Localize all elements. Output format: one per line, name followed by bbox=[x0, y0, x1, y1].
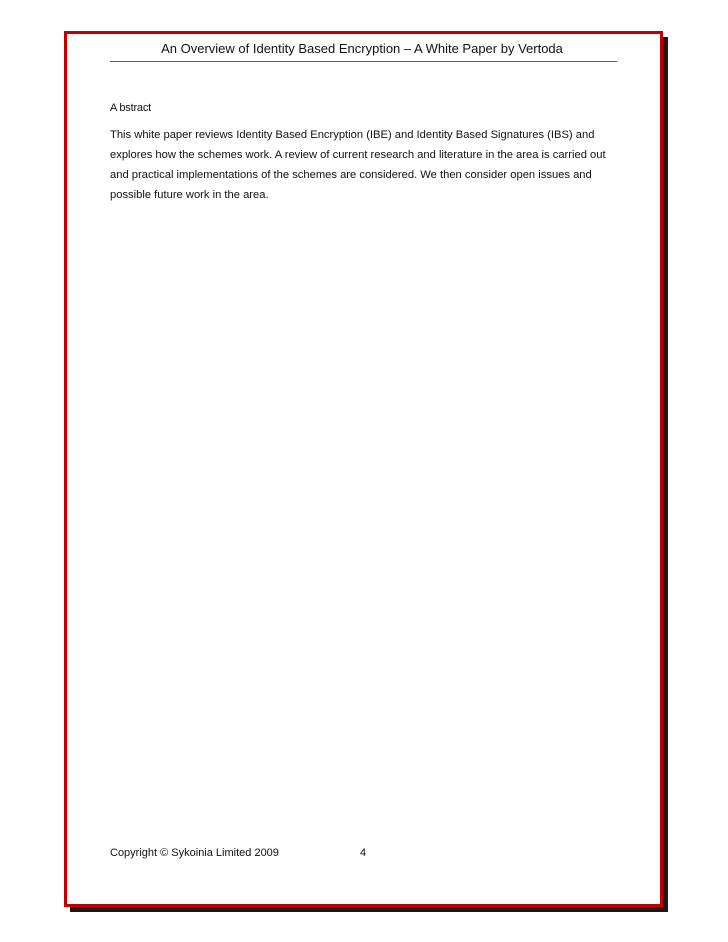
page-header-title: An Overview of Identity Based Encryption – A White Paper by Vertoda bbox=[161, 41, 563, 56]
header-divider bbox=[110, 61, 617, 62]
footer-copyright: Copyright © Sykoinia Limited 2009 bbox=[110, 847, 279, 859]
abstract-heading: A bstract bbox=[110, 102, 151, 114]
footer-page-number: 4 bbox=[360, 847, 367, 859]
abstract-paragraph: This white paper reviews Identity Based Encryption (IBE) and Identity Based Signatures (IBS) and explores how the schemes work. A review of current research and literature in the area is carried out and practical implementations of the schemes are considered. We then consider open issues and possible future work in the area. bbox=[110, 129, 606, 201]
